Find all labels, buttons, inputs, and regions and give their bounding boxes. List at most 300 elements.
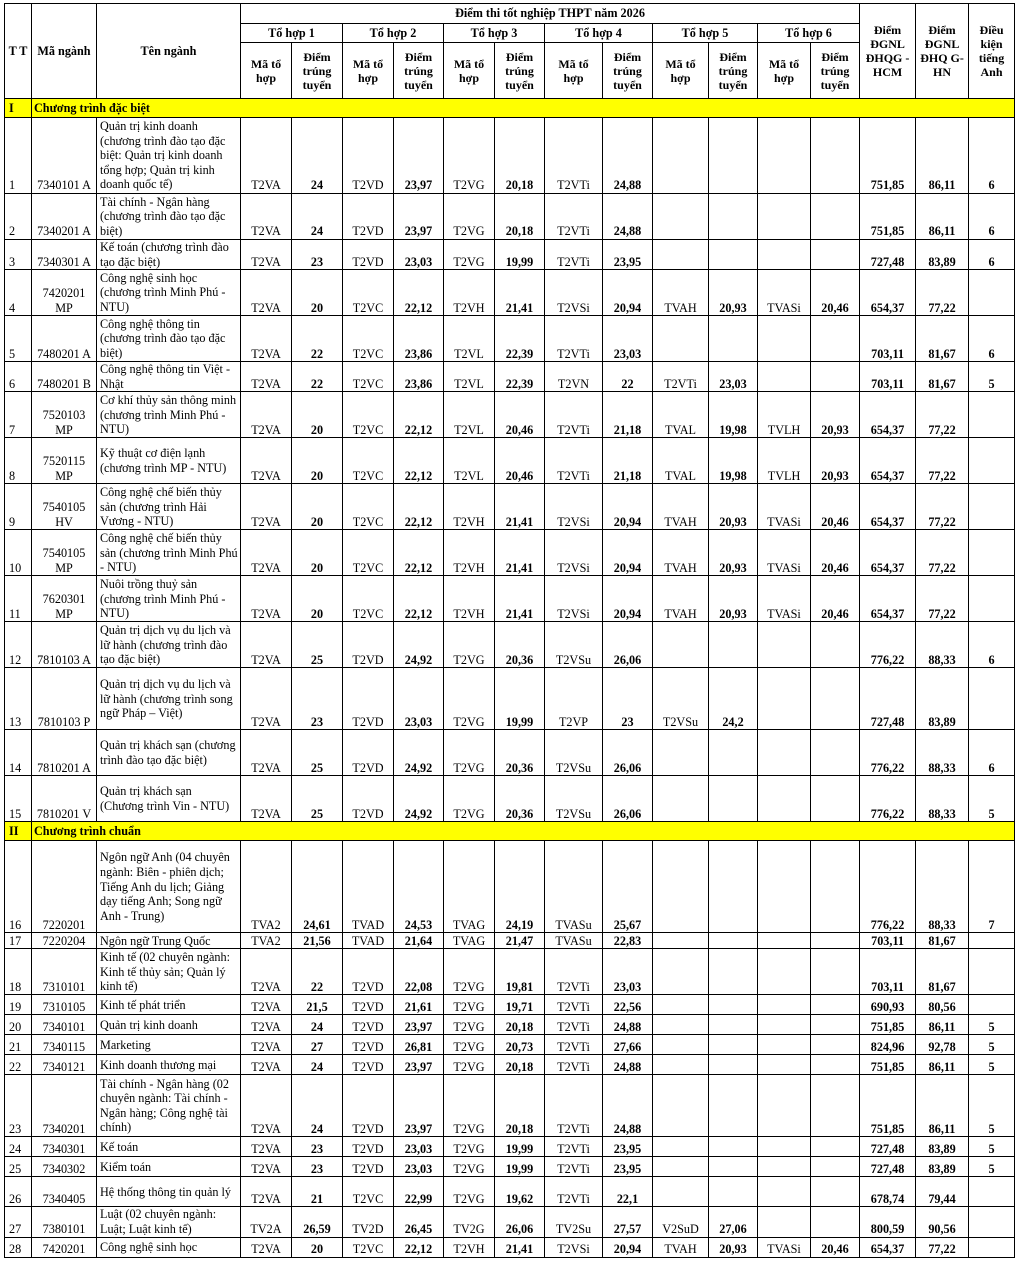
admission-score: 23,03 — [394, 1157, 444, 1177]
combination-code: T2VD — [343, 622, 394, 668]
english-requirement — [969, 668, 1015, 730]
row-number: 18 — [5, 949, 32, 995]
combination-code: T2VSu — [545, 622, 603, 668]
table-row — [5, 1137, 1015, 1157]
header-ma-to-hop: Mã tổ hợp — [545, 43, 603, 99]
combination-code: T2VD — [343, 776, 394, 822]
english-requirement — [969, 1207, 1015, 1237]
english-requirement: 6 — [969, 730, 1015, 776]
admission-score: 26,06 — [603, 622, 653, 668]
dgnl-hn-score: 83,89 — [916, 1157, 969, 1177]
admission-score: 25 — [292, 622, 343, 668]
combination-code: T2VA — [241, 1137, 292, 1157]
combination-code: T2VTi — [545, 1015, 603, 1035]
major-code: 7340301 — [32, 1137, 97, 1157]
table-row — [5, 1177, 1015, 1207]
combination-code: T2VSi — [545, 484, 603, 530]
combination-code — [758, 362, 811, 392]
admission-score — [709, 316, 758, 362]
combination-code: T2VTi — [545, 1177, 603, 1207]
admission-score: 20,18 — [495, 1015, 545, 1035]
combination-code: T2VH — [444, 484, 495, 530]
dgnl-hcm-score: 776,22 — [860, 776, 916, 822]
dgnl-hcm-score: 776,22 — [860, 730, 916, 776]
admission-score: 20,36 — [495, 730, 545, 776]
combination-code: T2VSi — [545, 576, 603, 622]
header-tt: T T — [5, 4, 32, 99]
combination-code: T2VG — [444, 995, 495, 1015]
admission-score — [811, 933, 860, 949]
table-row — [5, 484, 1015, 530]
combination-code: T2VD — [343, 194, 394, 240]
combination-code: T2VG — [444, 240, 495, 270]
combination-code: T2VA — [241, 118, 292, 194]
combination-code — [653, 1137, 709, 1157]
major-name: Luật (02 chuyên ngành: Luật; Luật kinh tế) — [97, 1207, 241, 1237]
admission-score: 22,99 — [394, 1177, 444, 1207]
combination-code: TVAH — [653, 484, 709, 530]
dgnl-hcm-score: 824,96 — [860, 1035, 916, 1055]
english-requirement: 6 — [969, 316, 1015, 362]
dgnl-hcm-score: 751,85 — [860, 1075, 916, 1137]
combination-code: T2VA — [241, 668, 292, 730]
admission-score: 22,1 — [603, 1177, 653, 1207]
combination-code — [758, 240, 811, 270]
admission-score: 22,12 — [394, 530, 444, 576]
table-row — [5, 1157, 1015, 1177]
combination-code: T2VTi — [545, 949, 603, 995]
combination-code: T2VA — [241, 995, 292, 1015]
admission-score: 21 — [292, 1177, 343, 1207]
admission-score: 24,88 — [603, 1075, 653, 1137]
admission-score — [811, 776, 860, 822]
english-requirement — [969, 949, 1015, 995]
combination-code: TVLH — [758, 438, 811, 484]
combination-code: T2VD — [343, 668, 394, 730]
admission-score: 21,61 — [394, 995, 444, 1015]
dgnl-hcm-score: 654,37 — [860, 530, 916, 576]
admission-score: 19,62 — [495, 1177, 545, 1207]
row-number: 27 — [5, 1207, 32, 1237]
header-ma-to-hop: Mã tổ hợp — [653, 43, 709, 99]
combination-code: T2VTi — [545, 1055, 603, 1075]
admission-score: 19,98 — [709, 392, 758, 438]
admission-score: 20,93 — [811, 438, 860, 484]
combination-code: T2VA — [241, 316, 292, 362]
admission-score: 20,46 — [811, 484, 860, 530]
combination-code: TVAH — [653, 270, 709, 316]
combination-code: TVASi — [758, 576, 811, 622]
combination-code — [653, 194, 709, 240]
admission-score: 24,53 — [394, 841, 444, 933]
admission-score: 24,2 — [709, 668, 758, 730]
row-number: 4 — [5, 270, 32, 316]
combination-code: T2VTi — [545, 1075, 603, 1137]
admission-score — [811, 1035, 860, 1055]
combination-code: T2VA — [241, 1055, 292, 1075]
admission-score: 20 — [292, 1237, 343, 1257]
admission-score: 23,97 — [394, 194, 444, 240]
combination-code: T2VA — [241, 392, 292, 438]
admission-score: 25,67 — [603, 841, 653, 933]
dgnl-hn-score: 88,33 — [916, 730, 969, 776]
english-requirement — [969, 576, 1015, 622]
table-row — [5, 576, 1015, 622]
admission-score — [709, 1075, 758, 1137]
admission-score: 20 — [292, 484, 343, 530]
admission-score: 27,06 — [709, 1207, 758, 1237]
table-header — [5, 4, 1015, 99]
combination-code: T2VA — [241, 194, 292, 240]
combination-code: T2VD — [343, 240, 394, 270]
admission-score: 20,36 — [495, 622, 545, 668]
row-number: 15 — [5, 776, 32, 822]
combination-code: T2VD — [343, 1055, 394, 1075]
combination-code — [653, 1015, 709, 1035]
major-code: 7220204 — [32, 933, 97, 949]
row-number: 5 — [5, 316, 32, 362]
combination-code: TVLH — [758, 392, 811, 438]
admission-score — [811, 1137, 860, 1157]
english-requirement: 6 — [969, 194, 1015, 240]
table-row — [5, 362, 1015, 392]
english-requirement: 5 — [969, 1035, 1015, 1055]
major-name: Quản trị dịch vụ du lịch và lữ hành (chương trình song ngữ Pháp – Việt) — [97, 668, 241, 730]
combination-code — [758, 776, 811, 822]
admission-score: 20,18 — [495, 118, 545, 194]
admission-score: 23,97 — [394, 1015, 444, 1035]
combination-code: T2VA — [241, 1015, 292, 1035]
major-code: 7480201 B — [32, 362, 97, 392]
row-number: 26 — [5, 1177, 32, 1207]
admission-score — [811, 622, 860, 668]
admission-score: 23,86 — [394, 316, 444, 362]
combination-code: T2VTi — [545, 995, 603, 1015]
admission-score: 23,03 — [394, 1137, 444, 1157]
english-requirement: 6 — [969, 240, 1015, 270]
admission-score: 26,06 — [603, 776, 653, 822]
admission-score: 19,81 — [495, 949, 545, 995]
english-requirement: 6 — [969, 622, 1015, 668]
combination-code: T2VD — [343, 730, 394, 776]
combination-code: T2VC — [343, 1237, 394, 1257]
admission-score: 26,59 — [292, 1207, 343, 1237]
admission-score: 20,46 — [811, 1237, 860, 1257]
dgnl-hcm-score: 751,85 — [860, 118, 916, 194]
major-code: 7340101 A — [32, 118, 97, 194]
major-code: 7420201 MP — [32, 270, 97, 316]
dgnl-hcm-score: 776,22 — [860, 841, 916, 933]
table-row — [5, 194, 1015, 240]
combination-code: T2VD — [343, 1015, 394, 1035]
admission-score: 20,46 — [811, 530, 860, 576]
admission-score — [811, 668, 860, 730]
admission-score: 22,83 — [603, 933, 653, 949]
admission-score — [709, 240, 758, 270]
admission-score: 20,93 — [709, 576, 758, 622]
major-name: Công nghệ sinh học — [97, 1237, 241, 1257]
admission-score: 24 — [292, 118, 343, 194]
section-row — [5, 99, 1015, 118]
dgnl-hn-score: 83,89 — [916, 240, 969, 270]
row-number: 7 — [5, 392, 32, 438]
dgnl-hcm-score: 751,85 — [860, 1055, 916, 1075]
english-requirement: 5 — [969, 1137, 1015, 1157]
admission-score: 27 — [292, 1035, 343, 1055]
major-code: 7310101 — [32, 949, 97, 995]
dgnl-hn-score: 88,33 — [916, 622, 969, 668]
major-name: Công nghệ chế biến thủy sản (chương trình Minh Phú - NTU) — [97, 530, 241, 576]
major-code: 7340302 — [32, 1157, 97, 1177]
combination-code: T2VC — [343, 1177, 394, 1207]
combination-code: TVAH — [653, 1237, 709, 1257]
admission-score: 21,56 — [292, 933, 343, 949]
row-number: 3 — [5, 240, 32, 270]
admission-scores-document — [4, 3, 1015, 1258]
dgnl-hn-score: 83,89 — [916, 668, 969, 730]
admission-score: 24,88 — [603, 1055, 653, 1075]
major-name: Kiểm toán — [97, 1157, 241, 1177]
combination-code: T2VA — [241, 622, 292, 668]
combination-code: T2VA — [241, 240, 292, 270]
combination-code: T2VA — [241, 1075, 292, 1137]
combination-code — [758, 1157, 811, 1177]
row-number: 6 — [5, 362, 32, 392]
combination-code — [758, 995, 811, 1015]
major-name: Công nghệ thông tin (chương trình đào tạo đặc biệt) — [97, 316, 241, 362]
major-code: 7340115 — [32, 1035, 97, 1055]
dgnl-hn-score: 86,11 — [916, 118, 969, 194]
admission-score: 20,46 — [495, 392, 545, 438]
combination-code: T2VG — [444, 118, 495, 194]
admission-score: 20,93 — [709, 1237, 758, 1257]
header-to-hop: Tổ hợp 3 — [444, 24, 545, 43]
combination-code: TVASi — [758, 530, 811, 576]
english-requirement — [969, 530, 1015, 576]
row-number: 19 — [5, 995, 32, 1015]
combination-code: T2VSi — [545, 530, 603, 576]
combination-code: T2VA — [241, 362, 292, 392]
combination-code: TVA2 — [241, 841, 292, 933]
major-code: 7810103 P — [32, 668, 97, 730]
major-name: Quản trị kinh doanh (chương trình đào tạo đặc biệt: Quản trị kinh doanh tổng hợp; Quản trị kinh doanh quốc tế) — [97, 118, 241, 194]
admission-score: 22 — [292, 362, 343, 392]
admission-score — [709, 841, 758, 933]
admission-score: 20,46 — [811, 576, 860, 622]
combination-code — [758, 730, 811, 776]
admission-score: 23,97 — [394, 1075, 444, 1137]
admission-score: 20,93 — [709, 270, 758, 316]
admission-score: 23,97 — [394, 118, 444, 194]
combination-code: TV2G — [444, 1207, 495, 1237]
admission-score: 23,03 — [603, 949, 653, 995]
header-diem-trung-tuyen: Điểm trúng tuyển — [495, 43, 545, 99]
combination-code: TVAH — [653, 576, 709, 622]
table-row — [5, 668, 1015, 730]
combination-code: T2VD — [343, 1137, 394, 1157]
header-dgnl-hcm: Điểm ĐGNL ĐHQG -HCM — [860, 4, 916, 99]
major-code: 7810201 A — [32, 730, 97, 776]
admission-score: 23,03 — [603, 316, 653, 362]
combination-code — [758, 316, 811, 362]
combination-code: TVASu — [545, 933, 603, 949]
admission-score: 24,92 — [394, 776, 444, 822]
row-number: 23 — [5, 1075, 32, 1137]
combination-code: T2VSu — [545, 730, 603, 776]
admission-score: 23,86 — [394, 362, 444, 392]
combination-code: T2VC — [343, 362, 394, 392]
combination-code: T2VC — [343, 530, 394, 576]
header-to-hop: Tổ hợp 1 — [241, 24, 343, 43]
combination-code: T2VP — [545, 668, 603, 730]
combination-code — [653, 1177, 709, 1207]
admission-score: 23 — [603, 668, 653, 730]
combination-code: T2VL — [444, 392, 495, 438]
combination-code — [653, 1055, 709, 1075]
header-ma-to-hop: Mã tổ hợp — [758, 43, 811, 99]
major-code: 7520115 MP — [32, 438, 97, 484]
english-requirement: 5 — [969, 776, 1015, 822]
dgnl-hcm-score: 690,93 — [860, 995, 916, 1015]
dgnl-hn-score: 77,22 — [916, 438, 969, 484]
admission-score: 23,95 — [603, 1157, 653, 1177]
admission-score: 20,93 — [709, 530, 758, 576]
admission-score — [709, 194, 758, 240]
table-row — [5, 841, 1015, 933]
table-row — [5, 622, 1015, 668]
admission-score: 19,99 — [495, 668, 545, 730]
combination-code: T2VH — [444, 530, 495, 576]
row-number: 16 — [5, 841, 32, 933]
row-number: 17 — [5, 933, 32, 949]
combination-code: T2VA — [241, 1157, 292, 1177]
major-code: 7310105 — [32, 995, 97, 1015]
admission-score — [709, 1137, 758, 1157]
admission-score — [811, 1177, 860, 1207]
major-code: 7340301 A — [32, 240, 97, 270]
dgnl-hn-score: 86,11 — [916, 194, 969, 240]
admission-score: 23,95 — [603, 1137, 653, 1157]
combination-code — [758, 1207, 811, 1237]
combination-code: T2VTi — [545, 316, 603, 362]
admission-score: 21,47 — [495, 933, 545, 949]
section-number: II — [5, 822, 32, 841]
admission-score: 20,46 — [495, 438, 545, 484]
admission-score: 20,94 — [603, 1237, 653, 1257]
admission-score: 27,66 — [603, 1035, 653, 1055]
combination-code — [758, 1177, 811, 1207]
admission-score: 19,99 — [495, 1137, 545, 1157]
dgnl-hcm-score: 800,59 — [860, 1207, 916, 1237]
admission-score: 23,03 — [394, 240, 444, 270]
admission-score: 20,18 — [495, 1055, 545, 1075]
combination-code: T2VTi — [545, 1137, 603, 1157]
admission-score — [709, 776, 758, 822]
combination-code: T2VC — [343, 576, 394, 622]
row-number: 22 — [5, 1055, 32, 1075]
combination-code — [758, 1035, 811, 1055]
admission-score — [709, 1177, 758, 1207]
admission-score: 23 — [292, 240, 343, 270]
english-requirement: 5 — [969, 362, 1015, 392]
header-to-hop: Tổ hợp 5 — [653, 24, 758, 43]
admission-score — [709, 1157, 758, 1177]
row-number: 14 — [5, 730, 32, 776]
header-dieu-kien-anh: Điều kiện tiếng Anh — [969, 4, 1015, 99]
combination-code: T2VSu — [545, 776, 603, 822]
combination-code: T2VA — [241, 1177, 292, 1207]
header-to-hop: Tổ hợp 2 — [343, 24, 444, 43]
dgnl-hcm-score: 654,37 — [860, 270, 916, 316]
combination-code — [758, 949, 811, 995]
combination-code: T2VA — [241, 730, 292, 776]
section-row — [5, 822, 1015, 841]
combination-code — [653, 1157, 709, 1177]
major-code: 7520103 MP — [32, 392, 97, 438]
header-dgnl-hn: Điểm ĐGNL ĐHQ G-HN — [916, 4, 969, 99]
dgnl-hn-score: 77,22 — [916, 484, 969, 530]
combination-code — [653, 933, 709, 949]
major-name: Ngôn ngữ Trung Quốc — [97, 933, 241, 949]
table-row — [5, 776, 1015, 822]
major-code: 7340405 — [32, 1177, 97, 1207]
admission-score: 22,56 — [603, 995, 653, 1015]
combination-code — [653, 730, 709, 776]
admission-score — [709, 1035, 758, 1055]
combination-code: TVAD — [343, 933, 394, 949]
row-number: 28 — [5, 1237, 32, 1257]
row-number: 24 — [5, 1137, 32, 1157]
dgnl-hcm-score: 703,11 — [860, 316, 916, 362]
admission-score — [811, 1157, 860, 1177]
row-number: 20 — [5, 1015, 32, 1035]
admission-score: 20 — [292, 530, 343, 576]
combination-code: T2VSu — [653, 668, 709, 730]
combination-code: T2VTi — [545, 1157, 603, 1177]
combination-code — [653, 776, 709, 822]
dgnl-hcm-score: 776,22 — [860, 622, 916, 668]
combination-code: TV2A — [241, 1207, 292, 1237]
combination-code: T2VTi — [545, 240, 603, 270]
combination-code — [653, 240, 709, 270]
row-number: 10 — [5, 530, 32, 576]
combination-code: TVAG — [444, 933, 495, 949]
major-name: Nuôi trồng thuỷ sản (chương trình Minh Phú - NTU) — [97, 576, 241, 622]
combination-code: T2VG — [444, 1035, 495, 1055]
combination-code: TVASi — [758, 270, 811, 316]
table-body — [5, 99, 1015, 1258]
admission-score: 20,93 — [709, 484, 758, 530]
admission-score: 21,5 — [292, 995, 343, 1015]
combination-code: T2VG — [444, 668, 495, 730]
admission-score — [709, 118, 758, 194]
combination-code: T2VD — [343, 1075, 394, 1137]
combination-code: TVAL — [653, 392, 709, 438]
admission-score — [709, 949, 758, 995]
admission-score: 21,18 — [603, 392, 653, 438]
combination-code: T2VL — [444, 316, 495, 362]
major-name: Kinh doanh thương mại — [97, 1055, 241, 1075]
english-requirement: 5 — [969, 1055, 1015, 1075]
combination-code: T2VA — [241, 530, 292, 576]
combination-code: TVAD — [343, 841, 394, 933]
combination-code: T2VTi — [545, 1035, 603, 1055]
combination-code: TV2Su — [545, 1207, 603, 1237]
admission-score: 20,18 — [495, 1075, 545, 1137]
dgnl-hcm-score: 727,48 — [860, 1157, 916, 1177]
combination-code — [653, 622, 709, 668]
major-code: 7340201 A — [32, 194, 97, 240]
